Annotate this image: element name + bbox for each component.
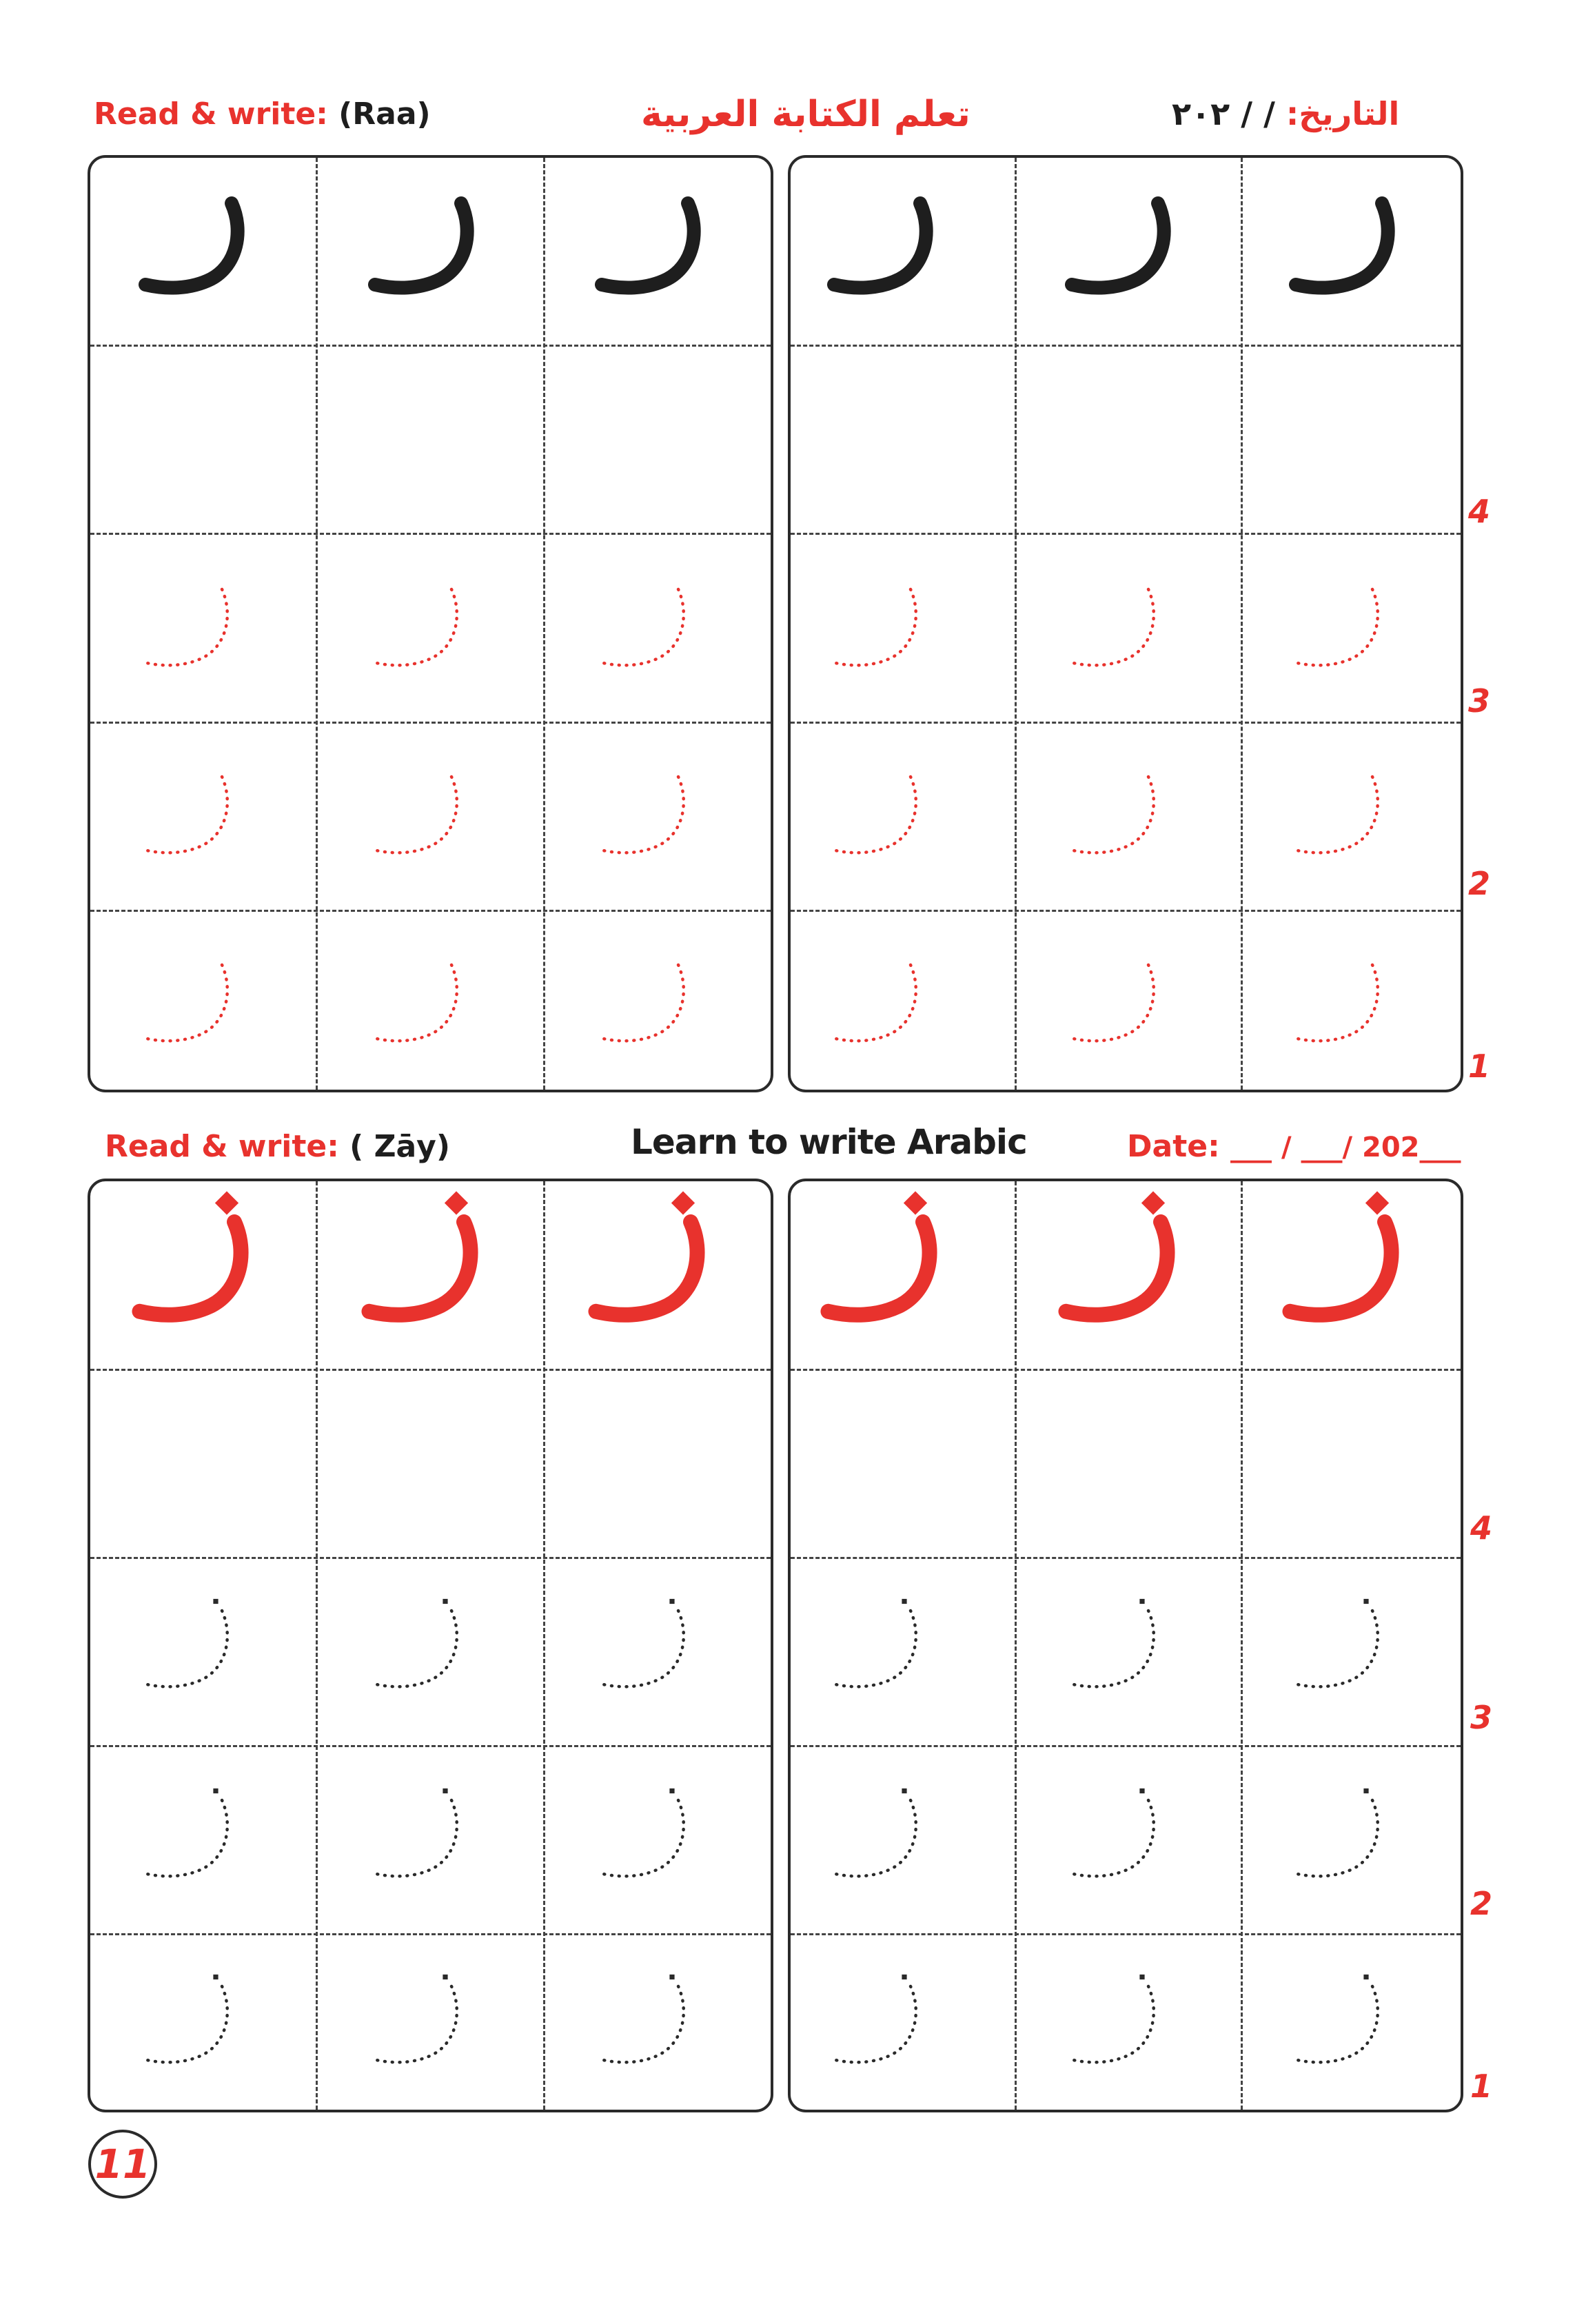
row-number-1: 1 (1468, 1048, 1491, 1085)
top-grid-left (88, 155, 773, 1092)
row-number-2: 2 (1468, 865, 1491, 902)
bottom-grid-left (88, 1179, 773, 2112)
row-number-3-bottom: 3 (1470, 1699, 1493, 1736)
arabic-date (1172, 95, 1399, 132)
page-number: 11 (88, 2130, 157, 2199)
arabic-date-value: / / ٢٠٢ (1172, 95, 1275, 132)
row-number-2-bottom: 2 (1470, 1885, 1493, 1922)
arabic-title: تعلم الكتابة العربية (641, 94, 971, 135)
read-write-label: Read & write: (94, 96, 328, 132)
row-number-4-bottom: 4 (1470, 1509, 1493, 1547)
row-number-1-bottom: 1 (1470, 2068, 1493, 2105)
letter-name-raa: (Raa) (338, 96, 431, 132)
top-grid-right (788, 155, 1463, 1092)
letter-name-zay: ( Zāy) (349, 1129, 450, 1164)
row-number-4: 4 (1468, 493, 1491, 530)
read-write-label-2: Read & write: (105, 1129, 339, 1164)
arabic-date-label: التاريخ: (1286, 95, 1400, 132)
date-label: Date: (1127, 1129, 1220, 1164)
english-title: Learn to write Arabic (631, 1122, 1027, 1162)
bottom-read-write (105, 1129, 450, 1164)
bottom-grid-right (788, 1179, 1463, 2112)
row-number-3: 3 (1468, 682, 1491, 720)
top-read-write (94, 96, 431, 132)
date-value: ___ / ___/ 202___ (1230, 1132, 1461, 1163)
english-date (1127, 1129, 1461, 1164)
